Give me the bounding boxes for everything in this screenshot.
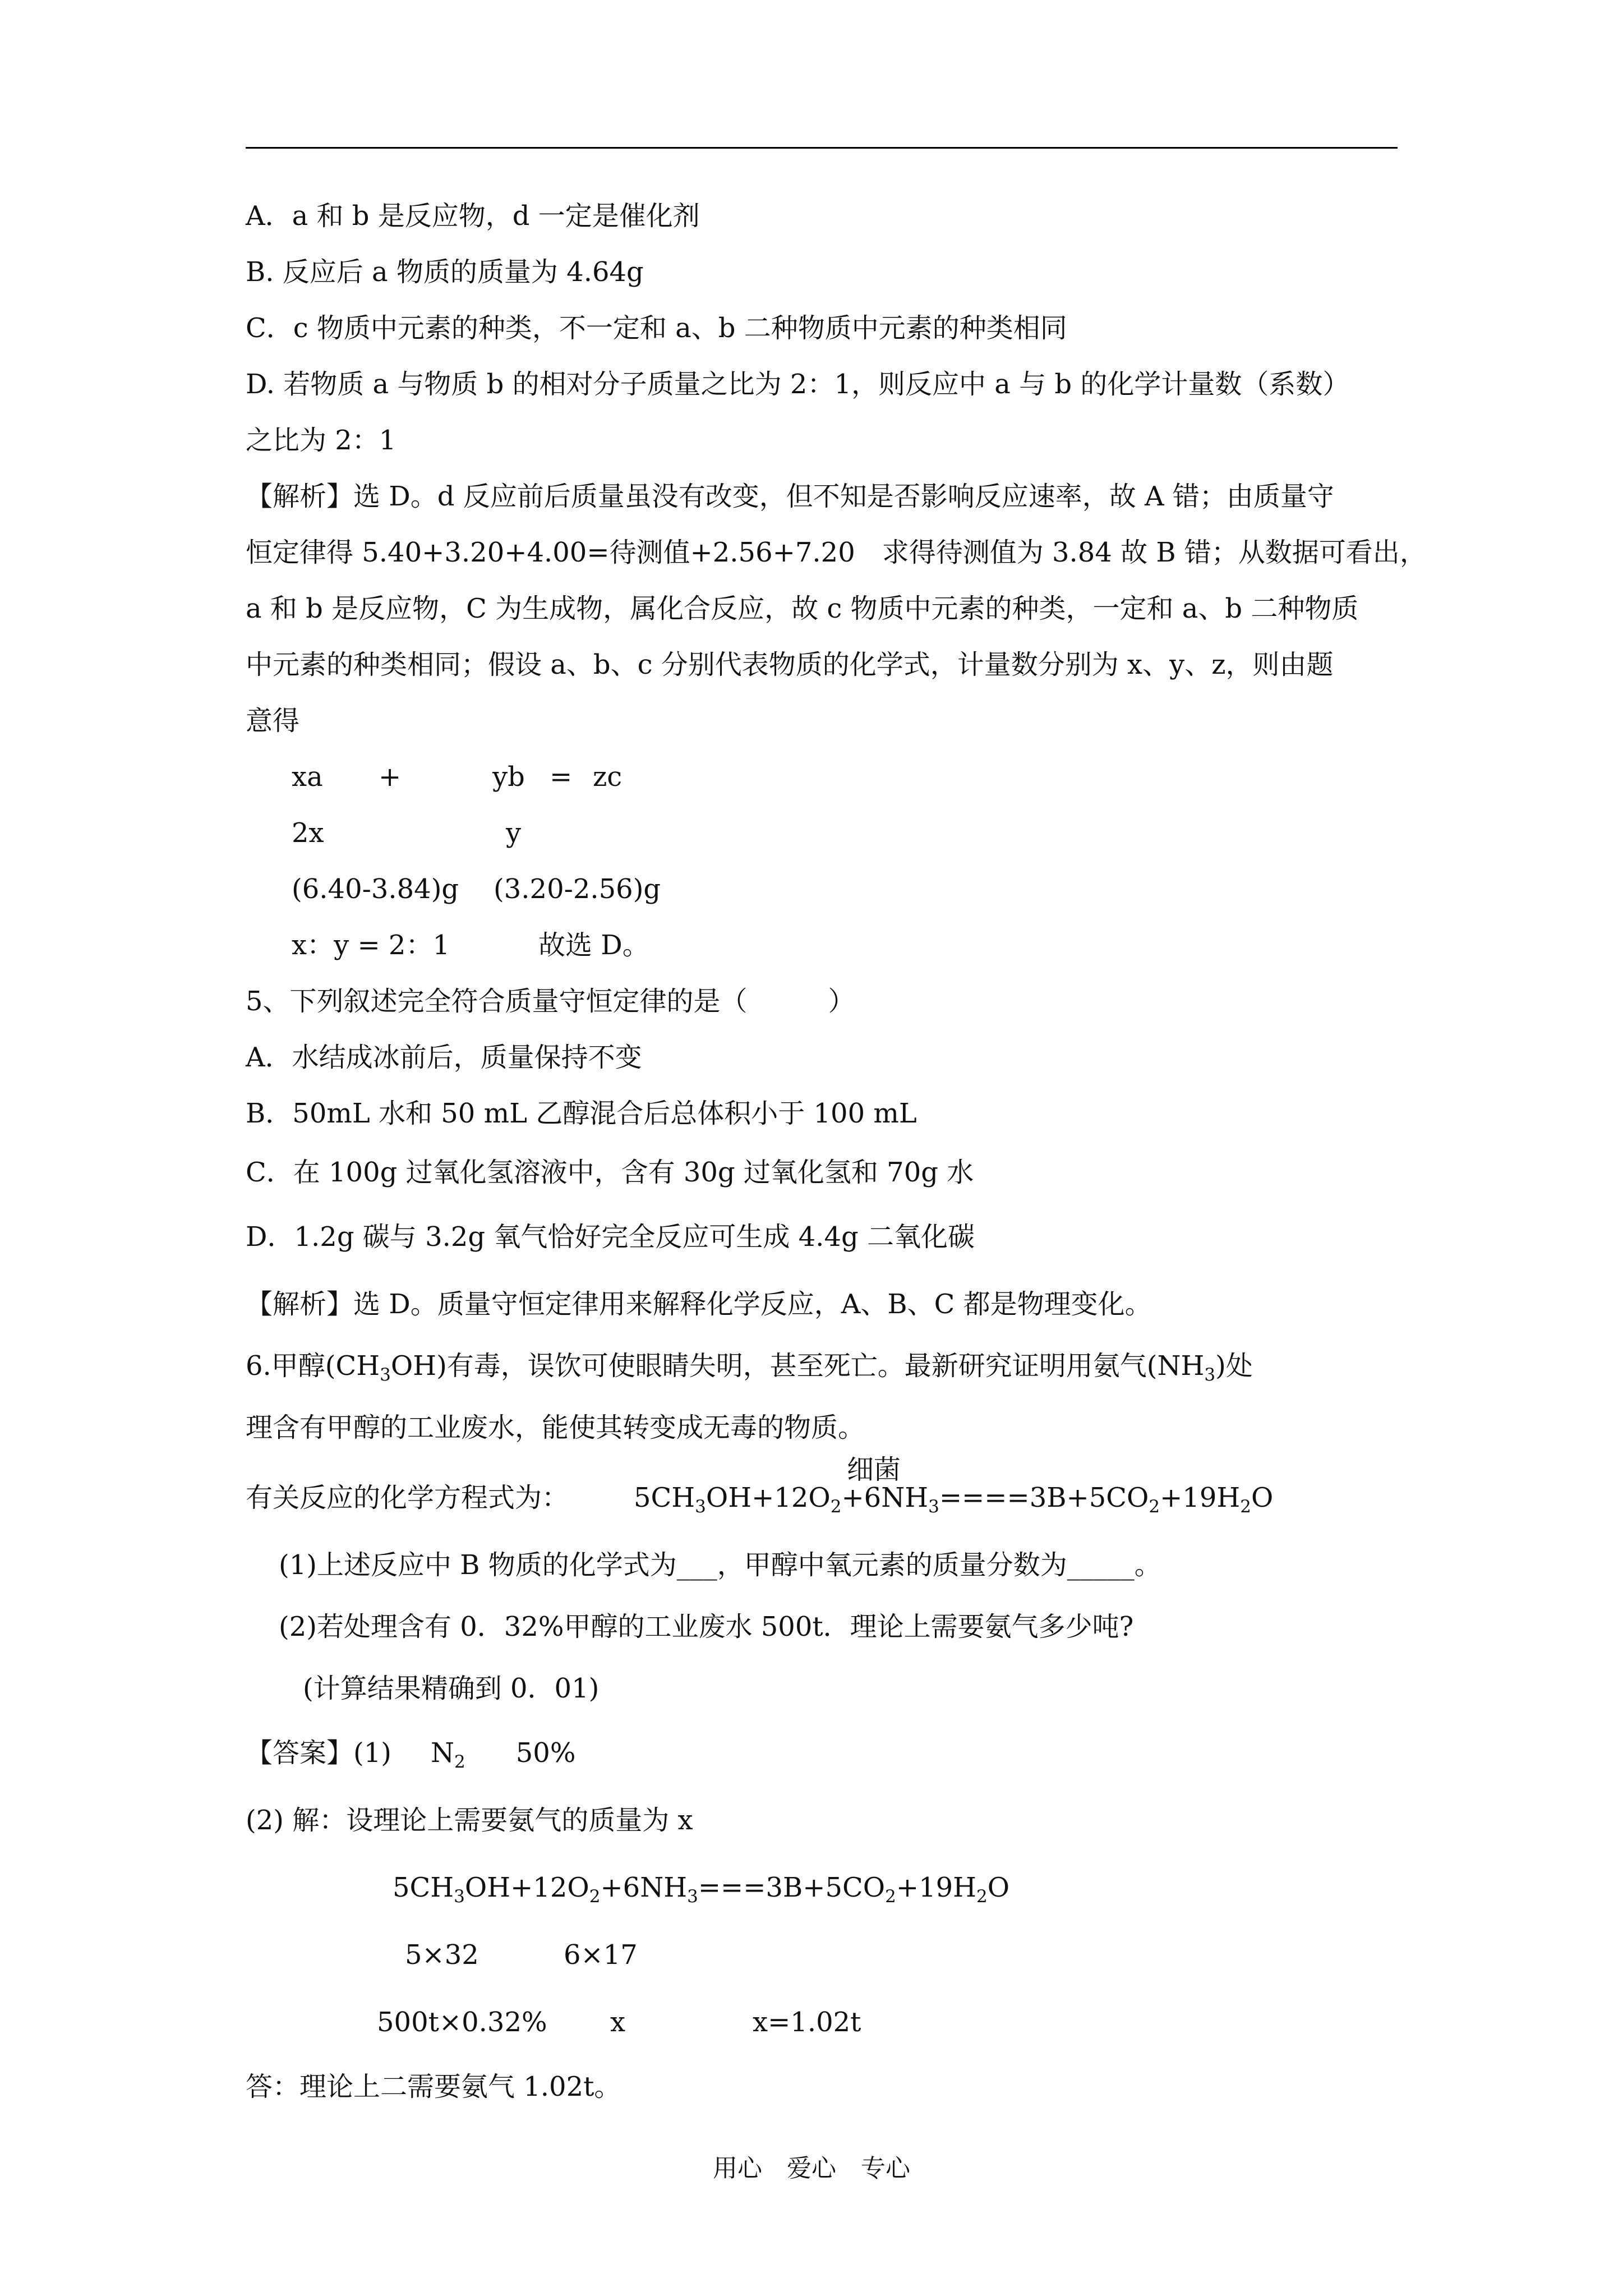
q6-stem-line1: 6.甲醇$(CH_3OH)$有毒，误饮可使眼睛失明，甚至死亡。最新研究证明用氨气$(NH_3)$处	[246, 1350, 1253, 1385]
q4-option-c: C．c 物质中元素的种类，不一定和 a、b 二种物质中元素的种类相同	[246, 312, 1067, 344]
calc-result: x=1.02t	[753, 2007, 861, 2038]
calc-term: 5×32	[405, 1939, 479, 1971]
reaction-condition-label: 细菌	[847, 1454, 901, 1485]
q5-explanation: 【解析】选 D。质量守恒定律用来解释化学反应，A、B、C 都是物理变化。	[246, 1289, 1152, 1320]
q6-chemical-equation: $5CH_3OH+12O_2+6NH_3====3B+5CO_2+19H_2O$	[634, 1482, 1274, 1517]
q6-subquestion-2-note: (计算结果精确到 0．01)	[303, 1673, 600, 1704]
q4-explanation-line4: 中元素的种类相同；假设 a、b、c 分别代表物质的化学式，计量数分别为 x、y、z，则由题	[246, 649, 1334, 680]
calc-plus: +	[379, 761, 402, 793]
calc-term: y	[506, 817, 522, 849]
q5-option-a: A．水结成冰前后，质量保持不变	[246, 1042, 642, 1073]
calc-term: 500t×0.32%	[377, 2007, 547, 2038]
q6-final-answer: 答：理论上二需要氨气 1.02t。	[246, 2071, 621, 2102]
q4-explanation-line1: 【解析】选 D。d 反应前后质量虽没有改变，但不知是否影响反应速率，故 A 错；由质量守	[246, 481, 1334, 512]
calc-term: yb	[492, 761, 525, 793]
page-footer: 用心 爱心 专心	[713, 2154, 910, 2183]
q5-option-c: C．在 100g 过氧化氢溶液中，含有 30g 过氧化氢和 70g 水	[246, 1157, 974, 1188]
calc-conclusion: 故选 D。	[538, 930, 649, 961]
calc-term: 6×17	[564, 1939, 638, 1971]
q4-option-b: B. 反应后 a 物质的质量为 4.64g	[246, 256, 644, 288]
calc-term: (6.40-3.84)g	[292, 873, 459, 905]
q5-option-d: D．1.2g 碳与 3.2g 氧气恰好完全反应可生成 4.4g 二氧化碳	[246, 1221, 975, 1253]
q6-subquestion-2: (2)若处理含有 0．32%甲醇的工业废水 500t．理论上需要氨气多少吨?	[279, 1611, 1134, 1642]
q4-explanation-line3: a 和 b 是反应物，C 为生成物，属化合反应，故 c 物质中元素的种类，一定和 a、b 二种物质	[246, 593, 1359, 624]
q6-answer-equation: $5CH_3OH+12O_2+6NH_3===3B+5CO_2+19H_2O$	[393, 1872, 1010, 1907]
q4-option-d-line2: 之比为 2：1	[246, 425, 396, 456]
q4-explanation-line2: 恒定律得 5.40+3.20+4.00=待测值+2.56+7.20 求得待测值为 3.84 故 B 错；从数据可看出，	[246, 537, 1427, 568]
q4-option-a: A．a 和 b 是反应物，d 一定是催化剂	[246, 200, 700, 232]
calc-term: (3.20-2.56)g	[494, 873, 661, 905]
calc-term: xa	[292, 761, 323, 793]
calc-term: zc	[593, 761, 623, 793]
calc-term: 2x	[292, 817, 324, 849]
calc-equals: =	[550, 761, 573, 793]
header-rule	[246, 147, 1398, 149]
q5-option-b: B．50mL 水和 50 mL 乙醇混合后总体积小于 100 mL	[246, 1098, 917, 1129]
q6-equation-intro: 有关反应的化学方程式为：	[246, 1482, 569, 1513]
calc-term: x	[610, 2007, 626, 2038]
q5-stem: 5、下列叙述完全符合质量守恒定律的是（ ）	[246, 986, 855, 1017]
q6-answer-1: 【答案】(1) $N_2$ 50%	[246, 1737, 576, 1772]
q6-answer-2-intro: (2) 解：设理论上需要氨气的质量为 x	[246, 1805, 693, 1836]
q4-option-d-line1: D. 若物质 a 与物质 b 的相对分子质量之比为 2：1，则反应中 a 与 b 的化学计量数（系数）	[246, 369, 1350, 400]
q6-stem-line2: 理含有甲醇的工业废水，能使其转变成无毒的物质。	[246, 1412, 865, 1443]
q6-subquestion-1: (1)上述反应中 B 物质的化学式为___，甲醇中氧元素的质量分数为_____。	[279, 1549, 1161, 1581]
calc-ratio: x：y = 2：1	[292, 930, 450, 961]
q4-explanation-line5: 意得	[246, 705, 300, 737]
